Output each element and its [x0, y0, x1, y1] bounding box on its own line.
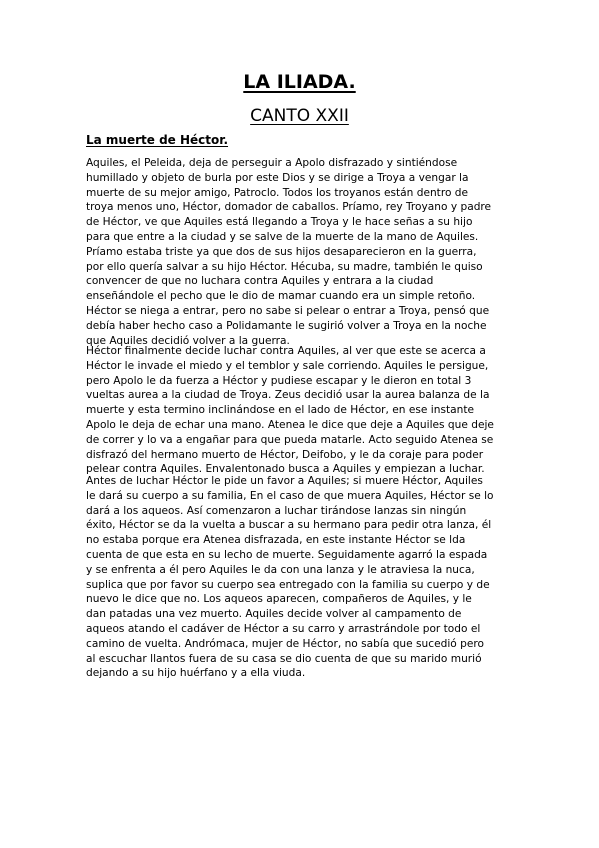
paragraph-line: camino de vuelta. Andrómaca, mujer de Héctor, no sabía que sucedió pero	[86, 637, 484, 650]
paragraph-line: al escuchar llantos fuera de su casa se dio cuenta de que su marido murió	[86, 652, 482, 665]
paragraph-line: convencer de que no luchara contra Aquiles y entrara a la ciudad	[86, 275, 434, 288]
paragraph-line: vueltas aurea a la ciudad de Troya. Zeus decidió usar la aurea balanza de la	[86, 389, 490, 402]
paragraph-line: aqueos atando el cadáver de Héctor a su carro y arrastrándole por todo el	[86, 622, 481, 635]
paragraph-3	[86, 474, 526, 681]
paragraph-2	[86, 344, 526, 477]
paragraph-line: dará a los aqueos. Así comenzaron a luchar tirándose lanzas sin ningún	[86, 504, 467, 517]
document-title: LA ILIADA.	[243, 71, 356, 93]
paragraph-line: para que entre a la ciudad y se salve de la muerte de la mano de Aquiles.	[86, 230, 479, 243]
paragraph-line: de Héctor, ve que Aquiles está llegando a Troya y le hace señas a su hijo	[86, 216, 473, 229]
paragraph-line: suplica que por favor su cuerpo sea entregado con la familia su cuerpo y de	[86, 578, 490, 591]
paragraph-line: y se enfrenta a él pero Aquiles le da con una lanza y le atraviesa la nuca,	[86, 563, 475, 576]
paragraph-line: éxito, Héctor se da la vuelta a buscar a su hermano para pedir otra lanza, él	[86, 519, 492, 532]
document-subtitle: CANTO XXII	[250, 106, 349, 126]
paragraph-line: pelear contra Aquiles. Envalentonado busca a Aquiles y empiezan a luchar.	[86, 463, 485, 476]
paragraph-line: cuenta de que esta en su lecho de muerte. Seguidamente agarró la espada	[86, 548, 488, 561]
paragraph-line: por ello quería salvar a su hijo Héctor. Hécuba, su madre, también le quiso	[86, 260, 483, 273]
paragraph-line: debía haber hecho caso a Polidamante le sugirió volver a Troya en la noche	[86, 319, 487, 332]
paragraph-line: disfrazó del hermano muerto de Héctor, Deifobo, y le da coraje para poder	[86, 448, 484, 461]
paragraph-line: humillado y objeto de burla por este Dios y se dirige a Troya a vengar la	[86, 171, 469, 184]
paragraph-line: que Aquiles decidió volver a la guerra.	[86, 334, 290, 347]
paragraph-line: troya menos uno, Héctor, domador de caballos. Príamo, rey Troyano y padre	[86, 201, 492, 214]
paragraph-line: Príamo estaba triste ya que dos de sus hijos desaparecieron en la guerra,	[86, 245, 477, 258]
paragraph-line: Apolo le deja de echar una mano. Atenea le dice que deje a Aquiles que deje	[86, 418, 494, 431]
paragraph-line: no estaba porque era Atenea disfrazada, en este instante Héctor se lda	[86, 534, 466, 547]
paragraph-line: nuevo le dice que no. Los aqueos aparecen, compañeros de Aquiles, y le	[86, 593, 472, 606]
paragraph-line: Héctor finalmente decide luchar contra Aquiles, al ver que este se acerca a	[86, 345, 486, 357]
paragraph-line: Aquiles, el Peleida, deja de perseguir a Apolo disfrazado y sintiéndose	[86, 157, 458, 169]
paragraph-line: le dará su cuerpo a su familia, En el caso de que muera Aquiles, Héctor se lo	[86, 489, 494, 502]
paragraph-line: Antes de luchar Héctor le pide un favor a Aquiles; si muere Héctor, Aquiles	[86, 475, 483, 487]
paragraph-line: pero Apolo le da fuerza a Héctor y pudiese escapar y le dieron en total 3	[86, 374, 472, 387]
paragraph-line: dan patadas una vez muerto. Aquiles decide volver al campamento de	[86, 608, 462, 621]
paragraph-line: de correr y lo va a engañar para que pueda matarle. Acto seguido Atenea se	[86, 433, 494, 446]
section-heading: La muerte de Héctor.	[86, 133, 229, 147]
paragraph-line: muerte y esta termino inclinándose en el lado de Héctor, en ese instante	[86, 404, 475, 417]
paragraph-line: Héctor le invade el miedo y el temblor y sale corriendo. Aquiles le persigue,	[86, 359, 489, 372]
paragraph-line: Héctor se niega a entrar, pero no sabe si pelear o entrar a Troya, pensó que	[86, 304, 490, 317]
paragraph-1	[86, 156, 526, 348]
paragraph-line: dejando a su hijo huérfano y a ella viuda.	[86, 667, 306, 680]
paragraph-line: enseñándole el pecho que le dio de mamar cuando era un simple retoño.	[86, 290, 476, 303]
paragraph-line: muerte de su mejor amigo, Patroclo. Todos los troyanos están dentro de	[86, 186, 469, 199]
